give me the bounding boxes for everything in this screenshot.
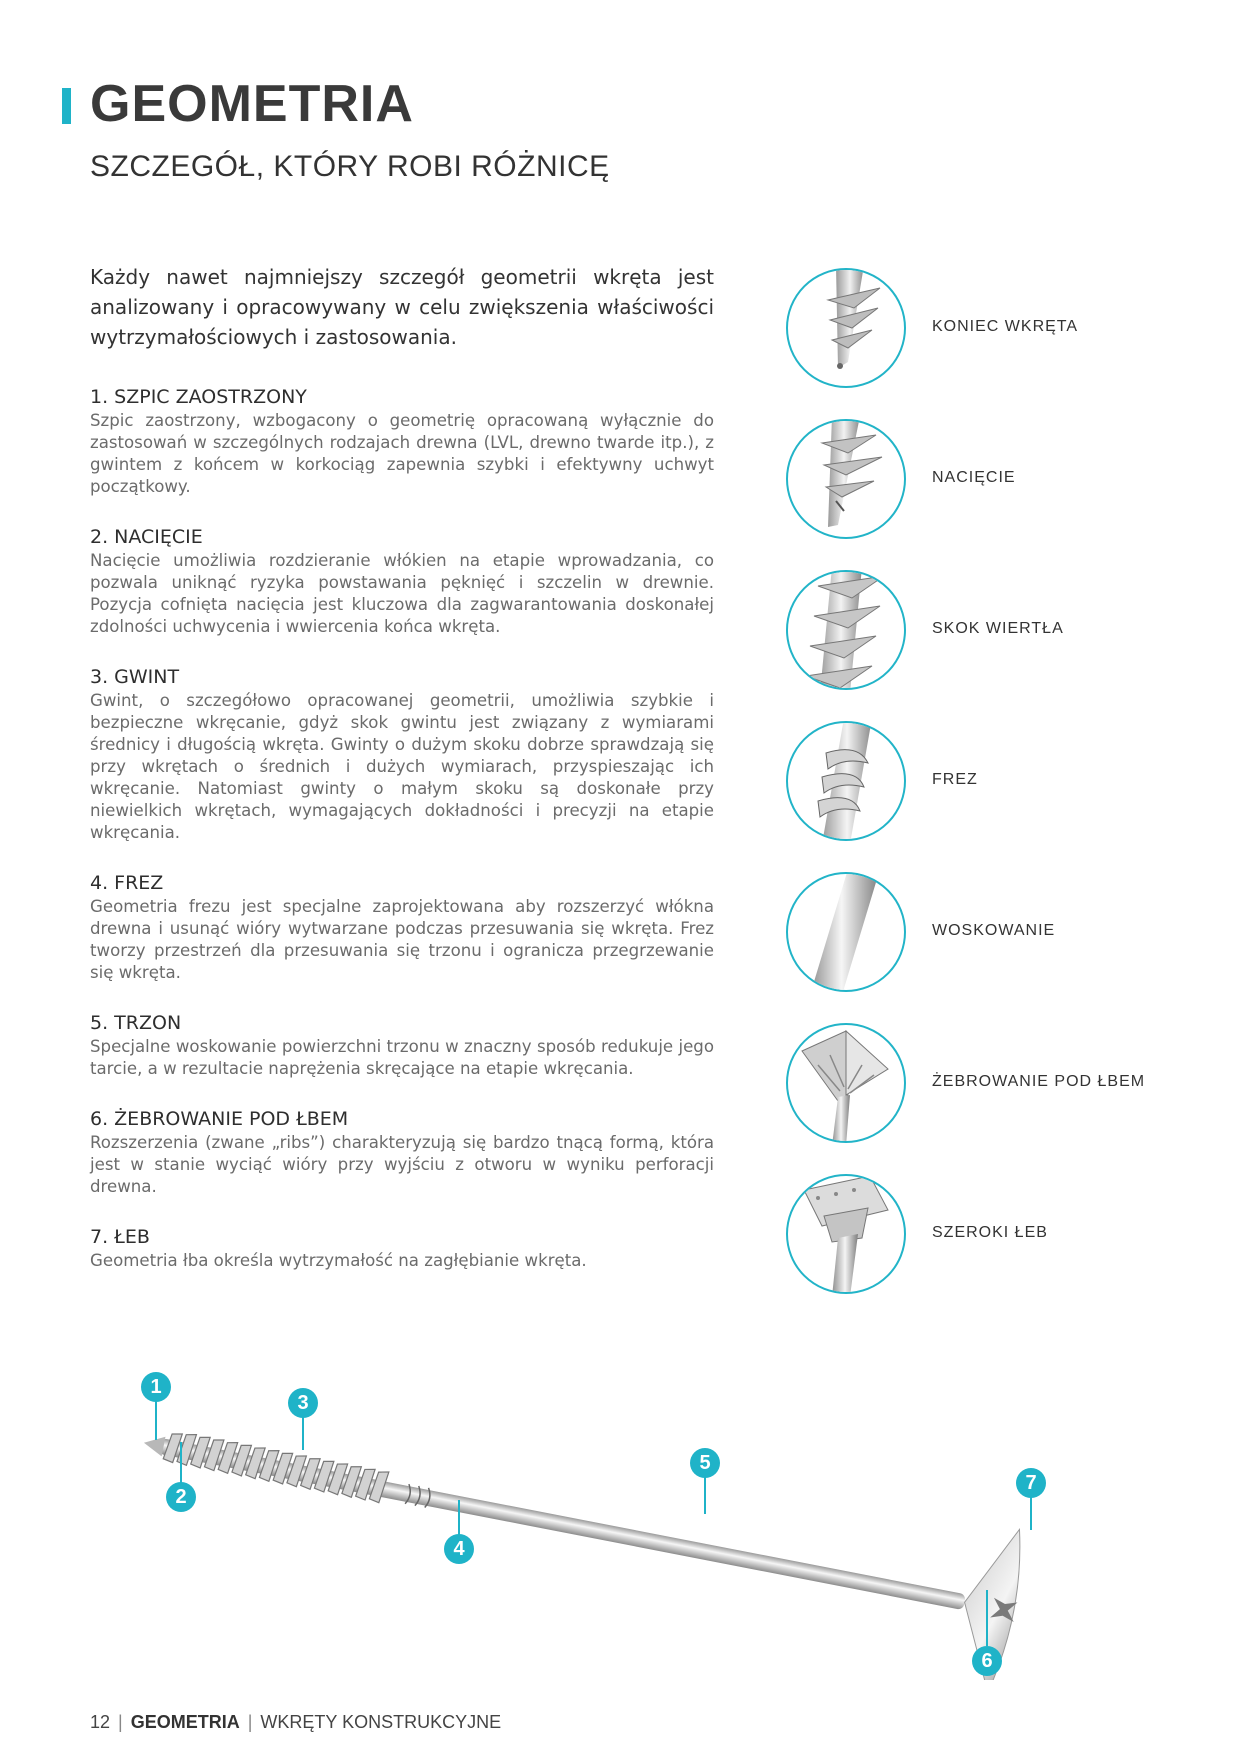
section-title: 7. ŁEB xyxy=(90,1226,150,1248)
feature-thread-pitch xyxy=(786,570,1216,694)
feature-label: SKOK WIERTŁA xyxy=(932,620,1064,637)
page-number: 12 xyxy=(90,1712,111,1732)
feature-label: SZEROKI ŁEB xyxy=(932,1224,1048,1241)
section-title: 6. ŻEBROWANIE POD ŁBEM xyxy=(90,1108,349,1130)
feature-label: FREZ xyxy=(932,771,978,788)
intro-paragraph: Każdy nawet najmniejszy szczegół geometrii wkręta jest analizowany i opracowywany w celu zwiększenia właściwości wytrzymałościowych i zastosowania. xyxy=(90,265,714,349)
section-body: Gwint, o szczegółowo opracowanej geometrii, umożliwia szybkie i bezpieczne wkręcanie, gdyż skok gwintu jest związany z wymiarami średnicy i długością wkręta. Gwinty o dużym skoku dobrze sprawdzają się przy wkrętach o średnich i dużych wymiarach, przyspieszając ich wkręcanie. Natomiast gwinty o małym skoku są doskonałe przy niewielkich wkrętach, wymagających dokładności i precyzji na etapie wkręcania. xyxy=(90,691,714,842)
feature-ribs xyxy=(786,1023,1216,1147)
section-ribs xyxy=(90,1106,714,1198)
thread-pitch-icon xyxy=(786,570,906,690)
marker-6: 6 xyxy=(972,1646,1002,1676)
feature-notch xyxy=(786,419,1216,543)
marker-leader-7 xyxy=(1030,1496,1032,1530)
section-head xyxy=(90,1224,714,1272)
section-title: 4. FREZ xyxy=(90,872,164,894)
feature-screw-tip xyxy=(786,268,1216,392)
section-body: Nacięcie umożliwia rozdzieranie włókien na etapie wprowadzania, co pozwala uniknąć ryzyka powstawania pęknięć i szczelin w drewnie. Pozycja cofnięta nacięcia jest kluczowa dla zagwarantowania doskonałej zdolności uchwycenia i wwiercenia końca wkręta. xyxy=(90,551,714,636)
marker-leader-5 xyxy=(704,1476,706,1514)
section-body: Geometria frezu jest specjalne zaprojektowana aby rozszerzyć włókna drewna i usunąć wióry wytwarzane podczas przesuwania się wkręta. Frez tworzy przestrzeń dla przesuwania się trzonu i ogranicza przegrzewanie się wkręta. xyxy=(90,897,714,982)
screw-tip-icon xyxy=(786,268,906,388)
section-title: 3. GWINT xyxy=(90,666,180,688)
marker-7: 7 xyxy=(1016,1468,1046,1498)
marker-leader-6 xyxy=(986,1590,988,1646)
feature-label: ŻEBROWANIE POD ŁBEM xyxy=(932,1073,1146,1090)
feature-label: KONIEC WKRĘTA xyxy=(932,318,1079,335)
marker-2: 2 xyxy=(166,1482,196,1512)
section-body: Geometria łba określa wytrzymałość na zagłębianie wkręta. xyxy=(90,1251,587,1270)
marker-1: 1 xyxy=(141,1372,171,1402)
section-body: Specjalne woskowanie powierzchni trzonu w znaczny sposób redukuje jego tarcie, a w rezultacie naprężenia skręcające na etapie wkręcania. xyxy=(90,1037,714,1078)
under-head-ribs-icon xyxy=(786,1023,906,1143)
text-column xyxy=(90,262,714,1298)
section-tip xyxy=(90,384,714,498)
title-accent-bar xyxy=(62,88,71,124)
section-cutter xyxy=(90,870,714,984)
milling-cutter-icon xyxy=(786,721,906,841)
waxed-shank-icon xyxy=(786,872,906,992)
screw-notch-icon xyxy=(786,419,906,539)
footer-separator: | xyxy=(247,1712,253,1732)
wide-head-icon xyxy=(786,1174,906,1294)
feature-wide-head xyxy=(786,1174,1216,1298)
marker-leader-4 xyxy=(458,1500,460,1536)
feature-label: NACIĘCIE xyxy=(932,469,1016,486)
marker-5: 5 xyxy=(690,1448,720,1478)
section-notch xyxy=(90,524,714,638)
footer-section: GEOMETRIA xyxy=(130,1712,240,1732)
section-title: 1. SZPIC ZAOSTRZONY xyxy=(90,386,307,408)
page-subtitle: SZCZEGÓŁ, KTÓRY ROBI RÓŻNICĘ xyxy=(90,150,610,183)
marker-leader-2 xyxy=(180,1442,182,1484)
feature-waxing xyxy=(786,872,1216,996)
feature-label: WOSKOWANIE xyxy=(932,922,1056,939)
footer-product: WKRĘTY KONSTRUKCYJNE xyxy=(260,1712,502,1732)
marker-leader-1 xyxy=(155,1400,157,1440)
section-title: 5. TRZON xyxy=(90,1012,182,1034)
footer-separator: | xyxy=(118,1712,123,1732)
marker-3: 3 xyxy=(288,1388,318,1418)
marker-4: 4 xyxy=(444,1534,474,1564)
section-shank xyxy=(90,1010,714,1080)
feature-cutter xyxy=(786,721,1216,845)
section-body: Szpic zaostrzony, wzbogacony o geometrię opracowaną wyłącznie do zastosowań w szczególnych rodzajach drewna (LVL, drewno twarde itp.), z gwintem z końcem w korkociąg zapewnia szybki i efektywny uchwyt początkowy. xyxy=(90,411,714,496)
page-title: GEOMETRIA xyxy=(90,75,414,133)
marker-leader-3 xyxy=(302,1416,304,1450)
section-title: 2. NACIĘCIE xyxy=(90,526,203,548)
page-footer xyxy=(90,1712,501,1733)
section-body: Rozszerzenia (zwane „ribs”) charakteryzują się bardzo tnącą formą, która jest w stanie wyciąć wióry przy wyjściu z otworu w wyniku perforacji drewna. xyxy=(90,1133,714,1196)
section-thread xyxy=(90,664,714,844)
screw-illustration xyxy=(140,1350,1070,1680)
